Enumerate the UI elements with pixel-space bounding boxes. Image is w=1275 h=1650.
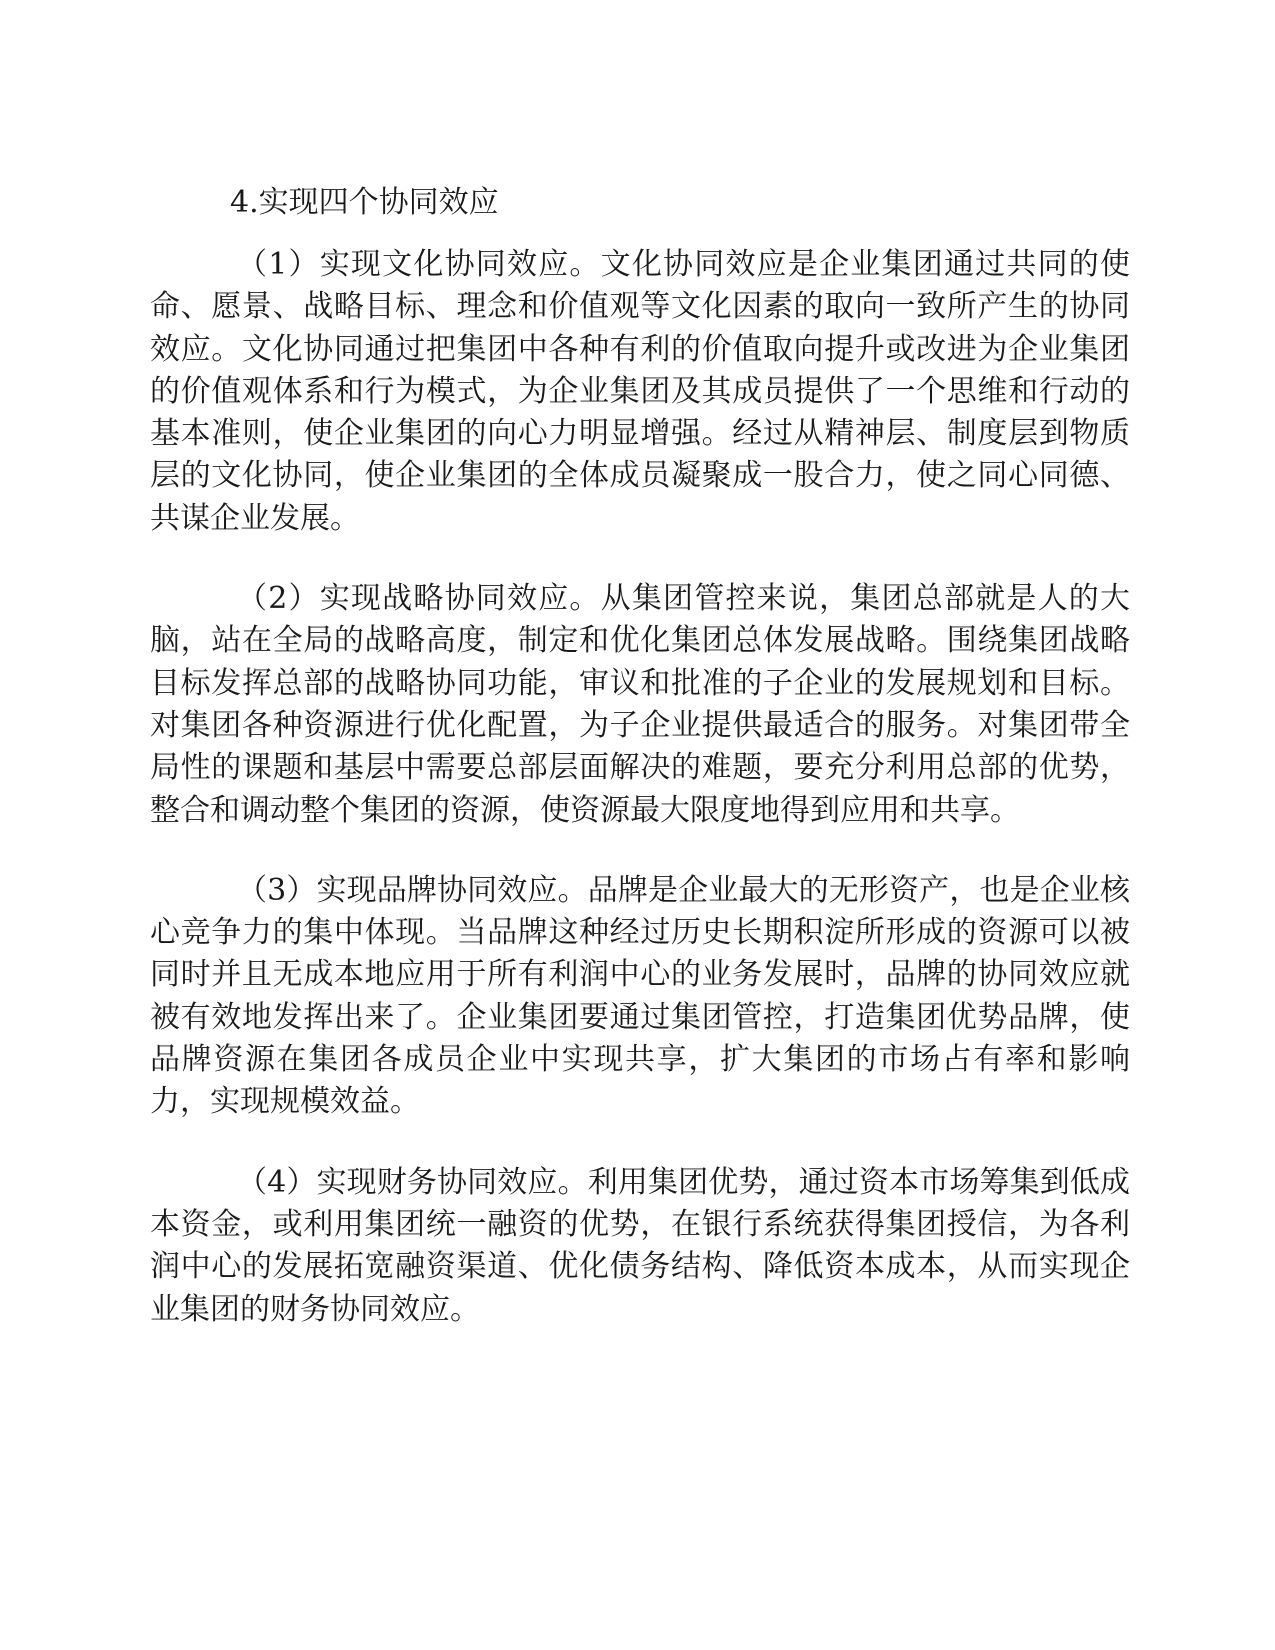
paragraph-strategic-synergy: （2）实现战略协同效应。从集团管控来说，集团总部就是人的大脑，站在全局的战略高度，制定和优化集团总体发展战略。围绕集团战略目标发挥总部的战略协同功能，审议和批准的子企业的发展规划和目标。对集团各种资源进行优化配置，为子企业提供最适合的服务。对集团带全局性的课题和基层中需要总部层面解决的难题，要充分利用总部的优势，整合和调动整个集团的资源，使资源最大限度地得到应用和共享。 [150, 581, 1130, 828]
paragraph-financial-synergy: （4）实现财务协同效应。利用集团优势，通过资本市场筹集到低成本资金，或利用集团统一融资的优势，在银行系统获得集团授信，为各利润中心的发展拓宽融资渠道、优化债务结构、降低资本成本，从而实现企业集团的财务协同效应。 [150, 1164, 1130, 1327]
paragraph-brand-synergy: （3）实现品牌协同效应。品牌是企业最大的无形资产，也是企业核心竞争力的集中体现。当品牌这种经过历史长期积淀所形成的资源可以被同时并且无成本地应用于所有利润中心的业务发展时，品牌的协同效应就被有效地发挥出来了。企业集团要通过集团管控，打造集团优势品牌，使品牌资源在集团各成员企业中实现共享，扩大集团的市场占有率和影响力，实现规模效益。 [150, 872, 1130, 1120]
section-heading: 4.实现四个协同效应 [230, 185, 499, 220]
paragraph-cultural-synergy: （1）实现文化协同效应。文化协同效应是企业集团通过共同的使命、愿景、战略目标、理念和价值观等文化因素的取向一致所产生的协同效应。文化协同通过把集团中各种有利的价值取向提升或改进为企业集团的价值观体系和行为模式，为企业集团及其成员提供了一个思维和行动的基本准则，使企业集团的向心力明显增强。经过从精神层、制度层到物质层的文化协同，使企业集团的全体成员凝聚成一股合力，使之同心同德、共谋企业发展。 [150, 247, 1130, 536]
document-body [150, 180, 1130, 1369]
